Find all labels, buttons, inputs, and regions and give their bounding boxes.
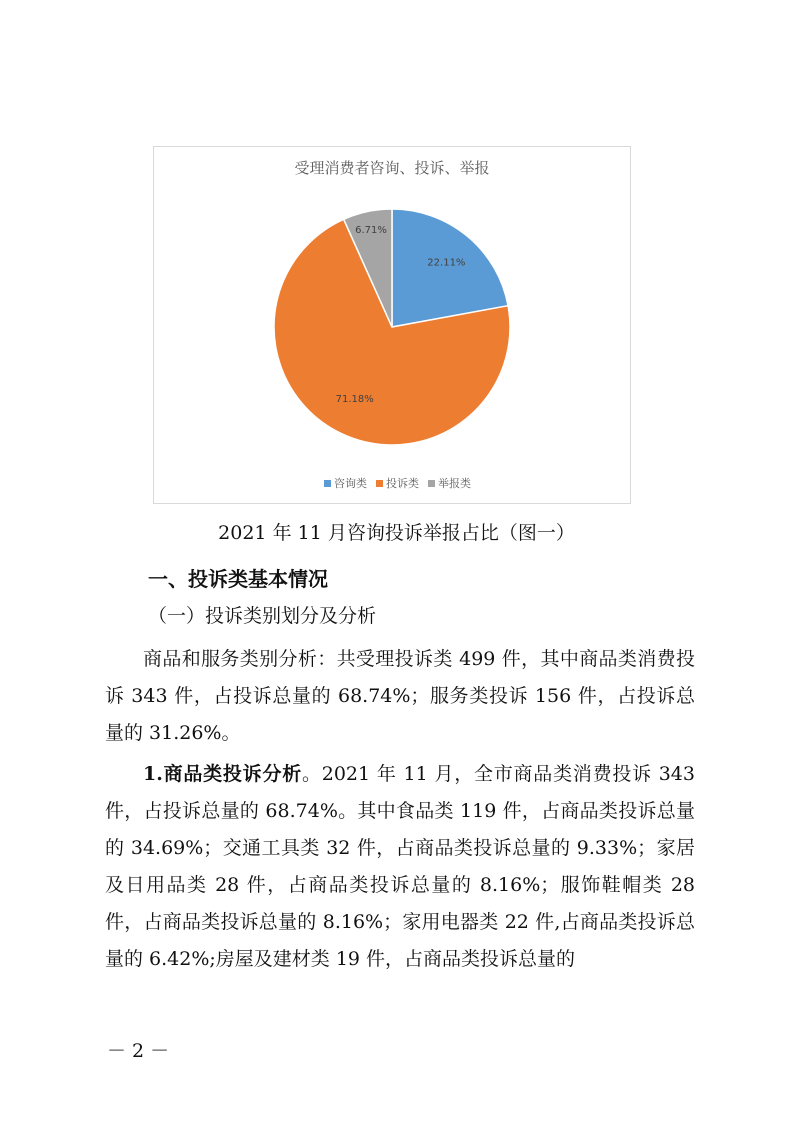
legend-label-2: 投诉类: [386, 477, 419, 490]
chart-title: 受理消费者咨询、投诉、举报: [294, 159, 490, 177]
legend-swatch-3: [428, 480, 435, 487]
paragraph-overview: 商品和服务类别分析：共受理投诉类 499 件，其中商品类消费投诉 343 件，占投诉总量的 68.74%；服务类投诉 156 件，占投诉总量的 31.26%。: [105, 648, 695, 744]
paragraph-body: 。2021 年 11 月，全市商品类消费投诉 343 件，占投诉总量的 68.74%。其中食品类 119 件，占商品类投诉总量的 34.69%；交通工具类 32 件，占商品类投诉总量的 9.33%；家居及日用品类 28 件，占商品类投诉总量的 8.16%；服饰鞋帽类 28 件，占商品类投诉总量的 8.16%；家用电器类 22 件,占商品类投诉总量的 6.42%;房屋及建材类 19 件，占商品类投诉总量的: [105, 763, 695, 970]
paragraph-goods-analysis: [105, 756, 695, 978]
legend-label-1: 咨询类: [334, 477, 367, 490]
subsection-heading: （一）投诉类别划分及分析: [148, 605, 377, 627]
pie-chart: [153, 146, 631, 504]
slice-label-2: 71.18%: [335, 394, 374, 406]
legend-swatch-1: [324, 480, 331, 487]
section-heading: 一、投诉类基本情况: [148, 567, 328, 591]
pie-chart-svg: [154, 147, 630, 503]
figure-caption: 2021 年 11 月咨询投诉举报占比（图一）: [218, 522, 575, 544]
page-number: － 2 －: [107, 1040, 170, 1062]
legend-swatch-2: [376, 480, 383, 487]
legend-label-3: 举报类: [438, 477, 471, 490]
paragraph-lead: 1.商品类投诉分析: [143, 763, 302, 785]
slice-label-3: 6.71%: [355, 224, 387, 236]
pie-slices: [274, 209, 510, 445]
chart-legend: [324, 476, 471, 490]
slice-label-1: 22.11%: [427, 257, 466, 269]
